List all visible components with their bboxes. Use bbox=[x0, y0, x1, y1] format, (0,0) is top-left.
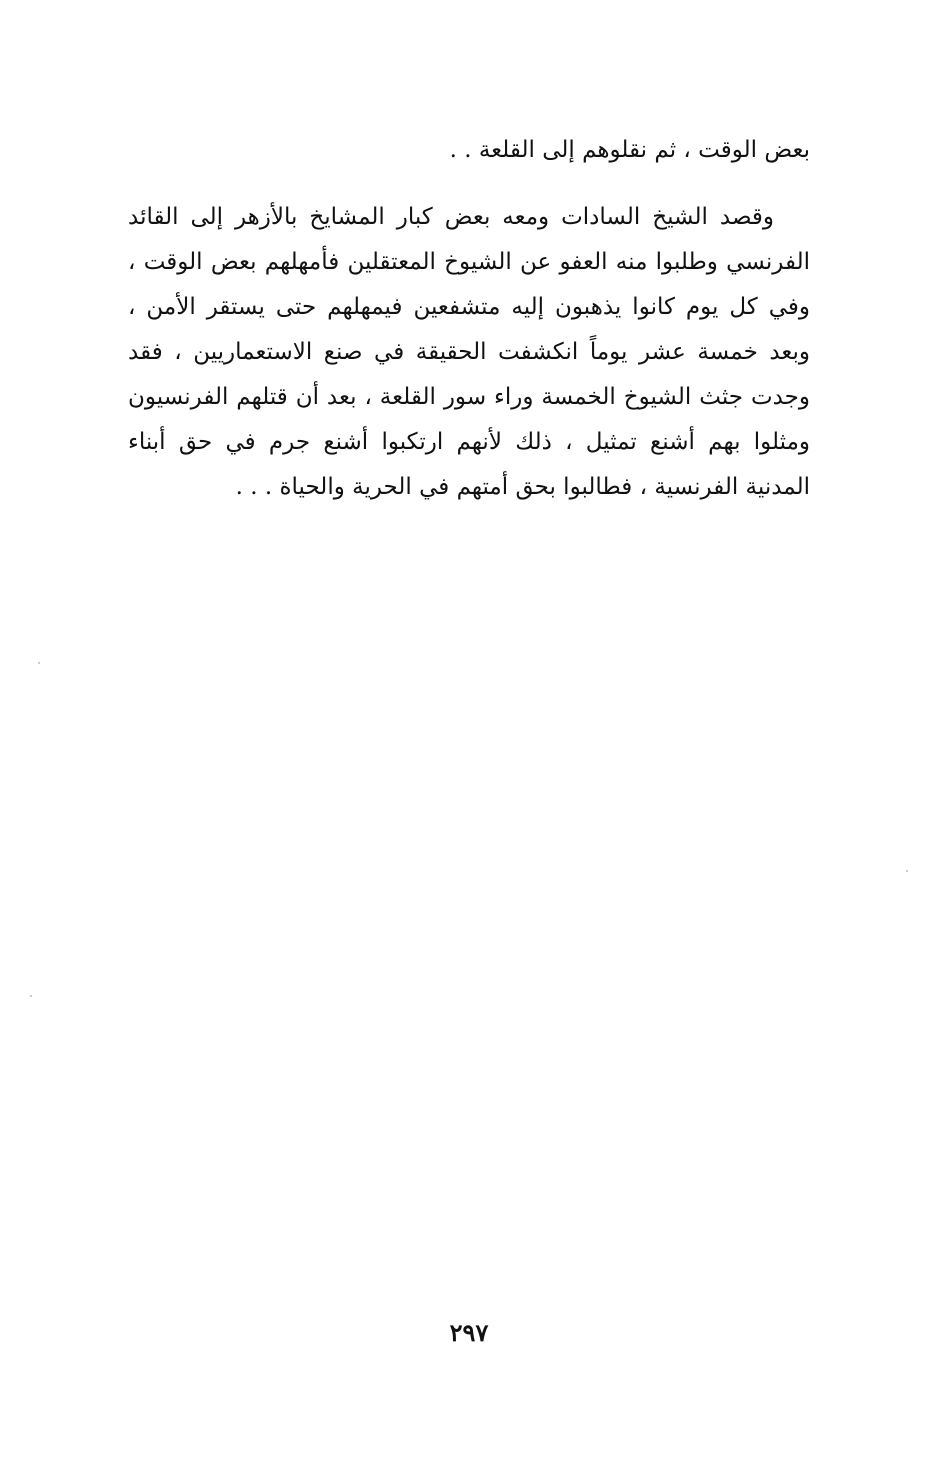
scan-speck bbox=[30, 995, 32, 997]
paragraph-continuation: بعض الوقت ، ثم نقلوهم إلى القلعة . . bbox=[449, 137, 810, 163]
scan-speck bbox=[38, 662, 40, 664]
page-number: ٢٩٧ bbox=[449, 1318, 489, 1347]
body-text bbox=[128, 128, 810, 510]
paragraph-main: وقصد الشيخ السادات ومعه بعض كبار المشايخ بالأزهر إلى القائد الفرنسي وطلبوا منه العفو عن الشيوخ المعتقلين فأمهلهم بعض الوقت ، وفي كل يوم كانوا يذهبون إليه متشفعين فيمهلهم حتى يستقر الأمن ، وبعد خمسة عشر يوماً انكشفت الحقيقة في صنع الاستعماريين ، فقد وجدت جثث الشيوخ الخمسة وراء سور القلعة ، بعد أن قتلهم الفرنسيون ومثلوا بهم أشنع تمثيل ، ذلك لأنهم ارتكبوا أشنع جرم في حق أبناء المدنية الفرنسية ، فطالبوا بحق أمتهم في الحرية والحياة . . . bbox=[128, 204, 810, 500]
scan-speck bbox=[906, 870, 908, 872]
